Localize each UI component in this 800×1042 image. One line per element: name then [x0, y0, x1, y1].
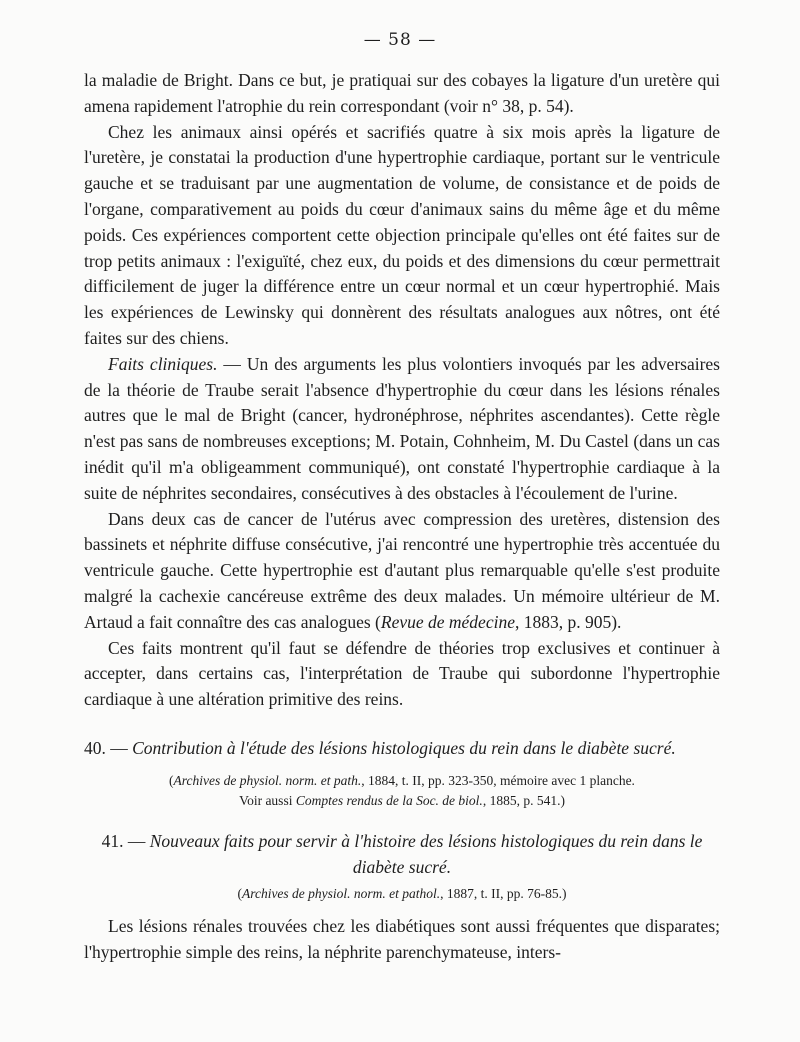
page-number: — 58 — [363, 30, 437, 50]
paragraph-text: Dans deux cas de cancer de l'utérus avec compression des uretères, distension des bassinets et néphrite diffuse consécutive, j'ai rencontré une hypertrophie très accentuée du ventricule gauche. Cette hypertrophie est d'autant plus remarquable qu'elle s'est produite malgré la cachexie cancéreuse extrême des deux malades. Un mémoire ultérieur de M. Artaud a fait connaître des cas analogues ( [84, 508, 720, 632]
entry-heading-41 [84, 828, 720, 880]
entry-reference-40 [84, 771, 720, 811]
journal-title: Archives de physiol. norm. et pathol. [241, 886, 441, 901]
paragraph [84, 352, 720, 507]
reference-text: , 1884, t. II, pp. 323-350, mémoire avec 1 planche. [361, 773, 635, 788]
reference-text: Voir aussi [239, 793, 296, 808]
entry-title: Nouveaux faits pour servir à l'histoire des lésions histologiques du rein dans le diabète sucré. [149, 831, 703, 877]
paragraph: Chez les animaux ainsi opérés et sacrifiés quatre à six mois après la ligature de l'uretère, je constatai la production d'une hypertrophie cardiaque, portant sur le ventricule gauche et se traduisant par une augmentation de volume, de consistance et de poids de l'organe, comparativement au poids du cœur d'animaux sains du même âge et du même poids. Ces expériences comportent cette objection principale qu'elles ont été faites sur de trop petits animaux : l'exiguïté, chez eux, du poids et des dimensions du cœur permettrait difficilement de juger la différence entre un cœur normal et un cœur hypertrophié. Mais les expériences de Lewinsky qui donnèrent des résultats analogues aux nôtres, ont été faites sur des chiens. [84, 121, 720, 348]
entry-title: Contribution à l'étude des lésions histologiques du rein dans le diabète sucré. [132, 738, 676, 758]
journal-title: Comptes rendus de la Soc. de biol. [295, 793, 483, 808]
entry-heading-40 [84, 735, 720, 761]
paren: ( [169, 773, 174, 788]
reference-text: , 1885, p. 541.) [482, 793, 565, 808]
paragraph: la maladie de Bright. Dans ce but, je pratiquai sur des cobayes la ligature d'un uretère qui amena rapidement l'atrophie du rein correspondant (voir n° 38, p. 54). [84, 70, 720, 116]
paren: ( [237, 886, 242, 901]
reference-line [84, 884, 720, 904]
body-text-section [84, 914, 720, 966]
body-text-section [84, 68, 720, 713]
entry-number: 40. — [84, 738, 133, 758]
paragraph [84, 507, 720, 636]
reference-text: , 1887, t. II, pp. 76-85.) [440, 886, 567, 901]
entry-reference-41 [84, 884, 720, 904]
italic-lead: Faits cliniques. [108, 353, 218, 374]
entry-number: 41. — [101, 831, 150, 851]
paragraph: Les lésions rénales trouvées chez les diabétiques sont aussi fréquentes que disparates; l'hypertrophie simple des reins, la néphrite parenchymateuse, inters- [84, 916, 720, 962]
reference-line [84, 771, 720, 791]
paragraph-text: , 1883, p. 905). [514, 611, 622, 632]
paragraph-text: — Un des arguments les plus volontiers invoqués par les adversaires de la théorie de Traube serait l'absence d'hypertrophie du cœur dans les lésions rénales autres que le mal de Bright (cancer, hydronéphrose, néphrites ascendantes). Cette règle n'est pas sans de nombreuses exceptions; M. Potain, Cohnheim, M. Du Castel (dans un cas inédit qu'il m'a obligeamment communiqué), ont constaté l'hypertrophie cardiaque à la suite de néphrites secondaires, consécutives à des obstacles à l'écoulement de l'urine. [84, 353, 720, 503]
reference-line [84, 791, 720, 811]
journal-title: Archives de physiol. norm. et path. [173, 773, 362, 788]
paragraph: Ces faits montrent qu'il faut se défendre de théories trop exclusives et continuer à accepter, dans certains cas, l'interprétation de Traube qui subordonne l'hypertrophie cardiaque à une altération primitive des reins. [84, 637, 720, 710]
journal-title: Revue de médecine [380, 611, 515, 632]
